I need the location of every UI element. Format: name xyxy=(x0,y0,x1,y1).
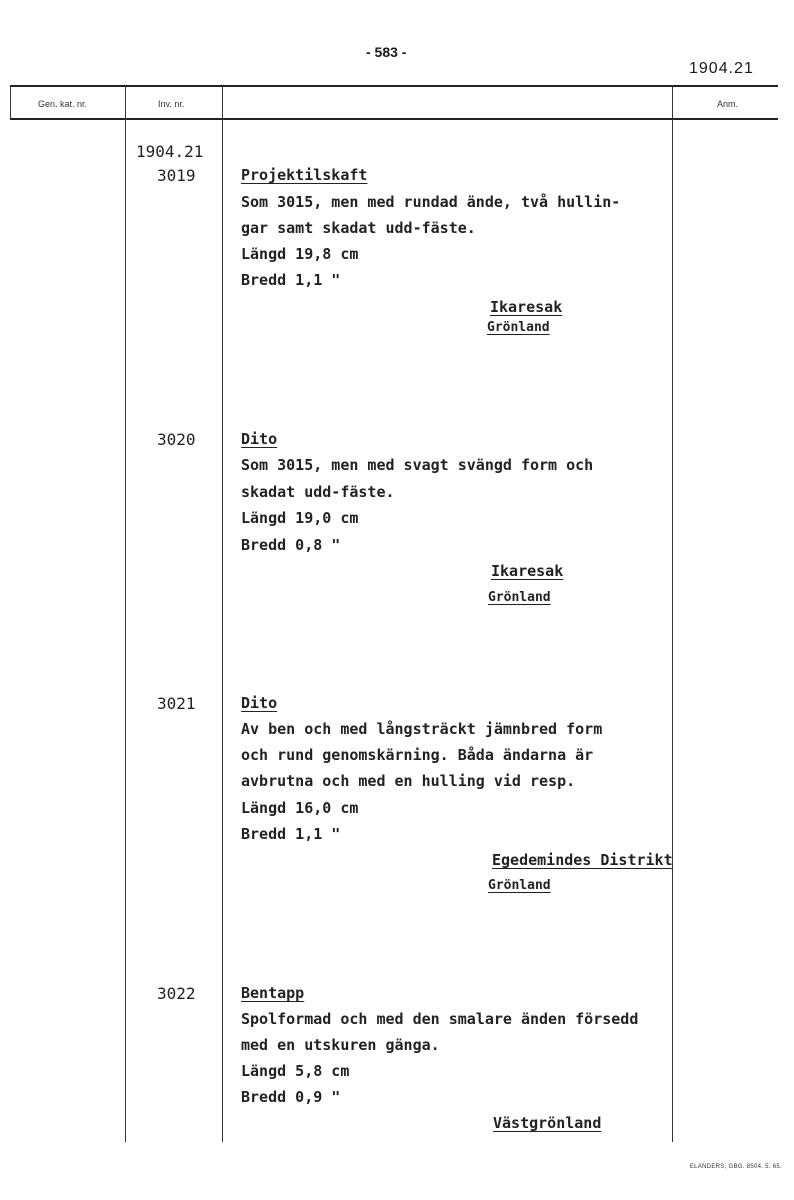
inventory-number: 3020 xyxy=(157,430,196,449)
length-measure: Längd 19,0 cm xyxy=(241,509,359,527)
series-label: 1904.21 xyxy=(136,142,204,161)
description-line: och rund genomskärning. Båda ändarna är xyxy=(241,746,594,764)
description-line: avbrutna och med en hulling vid resp. xyxy=(241,772,576,790)
find-region: Grönland xyxy=(488,590,551,605)
printer-imprint: ELANDERS, GBG. 8504. 5. 65. xyxy=(689,1164,782,1170)
find-region: Grönland xyxy=(487,320,550,335)
description-line: skadat udd-fäste. xyxy=(241,483,395,501)
length-measure: Längd 19,8 cm xyxy=(241,245,359,263)
width-measure: Bredd 0,9 " xyxy=(241,1088,341,1106)
width-measure: Bredd 1,1 " xyxy=(241,825,341,843)
column-header-anm: Anm. xyxy=(717,99,739,109)
entry-title: Dito xyxy=(241,694,278,712)
series-number: 1904.21 xyxy=(689,60,754,77)
length-measure: Längd 16,0 cm xyxy=(241,799,359,817)
entry-title: Bentapp xyxy=(241,984,305,1002)
column-divider-1 xyxy=(125,85,126,1142)
find-place: Egedemindes Distrikt xyxy=(492,851,673,869)
description-line: gar samt skadat udd-fäste. xyxy=(241,219,476,237)
find-place: Ikaresak xyxy=(491,562,564,580)
find-place: Västgrönland xyxy=(493,1114,602,1132)
column-divider-3 xyxy=(672,85,673,1142)
column-header-inv: Inv. nr. xyxy=(158,99,185,109)
page-number: - 583 - xyxy=(366,44,407,60)
description-line: Av ben och med långsträckt jämnbred form xyxy=(241,720,603,738)
description-line: Som 3015, men med rundad ände, två hullin- xyxy=(241,193,621,211)
inventory-number: 3021 xyxy=(157,694,196,713)
width-measure: Bredd 0,8 " xyxy=(241,536,341,554)
find-place: Ikaresak xyxy=(490,298,563,316)
column-header-gen-kat: Gen. kat. nr. xyxy=(38,99,88,109)
entry-title: Dito xyxy=(241,430,278,448)
description-line: med en utskuren gänga. xyxy=(241,1036,440,1054)
inventory-number: 3019 xyxy=(157,166,196,185)
left-border xyxy=(10,85,11,118)
column-divider-2 xyxy=(222,85,223,1142)
width-measure: Bredd 1,1 " xyxy=(241,271,341,289)
find-region: Grönland xyxy=(488,878,551,893)
inventory-number: 3022 xyxy=(157,984,196,1003)
description-line: Som 3015, men med svagt svängd form och xyxy=(241,456,594,474)
entry-title: Projektilskaft xyxy=(241,166,368,184)
length-measure: Längd 5,8 cm xyxy=(241,1062,350,1080)
description-line: Spolformad och med den smalare änden försedd xyxy=(241,1010,639,1028)
